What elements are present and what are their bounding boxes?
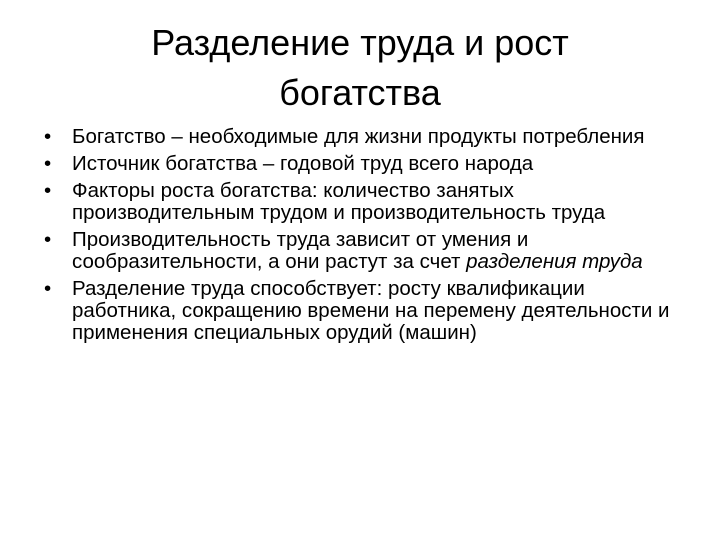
slide-title-line-2: богатства <box>279 72 441 113</box>
bullet-icon: • <box>44 152 52 175</box>
bullet-icon: • <box>44 179 52 202</box>
bullet-text: Факторы роста богатства: количество занятых производительным трудом и производительность труда <box>72 179 606 224</box>
bullet-item-division-benefits <box>44 278 684 344</box>
bullet-icon: • <box>44 228 52 251</box>
bullet-icon: • <box>44 125 52 148</box>
bullet-icon: • <box>44 277 52 300</box>
slide-title-line-1: Разделение труда и рост <box>151 22 569 63</box>
bullet-text-emphasis: разделения труда <box>466 250 643 273</box>
bullet-text: Производительность труда зависит от умения и сообразительности, а они растут за счет <box>72 228 529 273</box>
slide-title <box>0 18 720 118</box>
bullet-item-wealth-definition <box>44 126 684 148</box>
bullet-item-wealth-source <box>44 153 684 175</box>
bullet-text: Разделение труда способствует: росту квалификации работника, сокращению времени на перемену деятельности и применения специальных орудий (машин) <box>72 277 670 344</box>
bullet-item-productivity <box>44 229 684 273</box>
bullet-list <box>44 126 684 349</box>
bullet-text: Богатство – необходимые для жизни продукты потребления <box>72 125 645 148</box>
bullet-item-growth-factors <box>44 180 684 224</box>
bullet-text: Источник богатства – годовой труд всего народа <box>72 152 534 175</box>
